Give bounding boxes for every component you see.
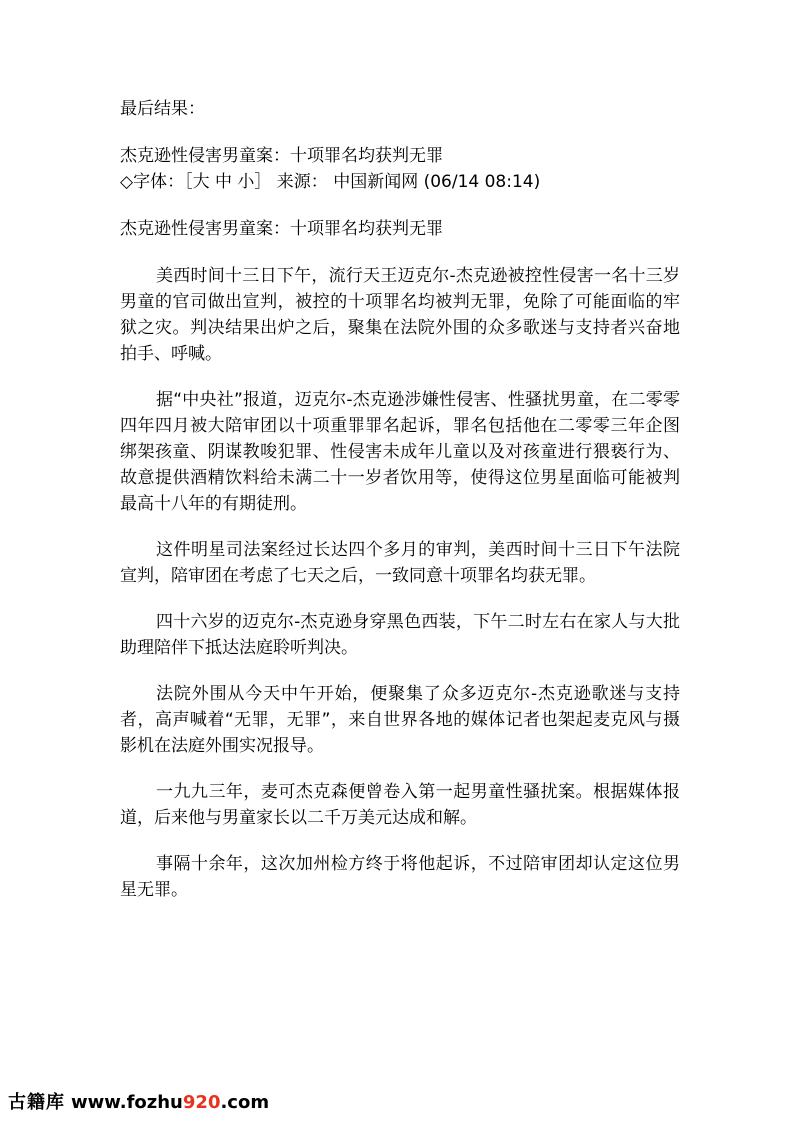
final-result-label: 最后结果： — [120, 99, 205, 119]
article-paragraph: 据“中央社”报道，迈克尔-杰克逊涉嫌性侵害、性骚扰男童，在二零零四年四月被大陪审团以十项重罪罪名起诉，罪名包括他在二零零三年企图绑架孩童、阴谋教唆犯罪、性侵害未成年儿童以及对孩童进行猥亵行为、故意提供酒精饮料给未满二十一岁者饮用等，使得这位男星面临可能被判最高十八年的有期徒刑。 — [120, 390, 680, 514]
document-body — [120, 96, 680, 923]
article-title: 杰克逊性侵害男童案：十项罪名均获判无罪 — [120, 219, 443, 239]
article-paragraph: 这件明星司法案经过长达四个多月的审判，美西时间十三日下午法院宣判，陪审团在考虑了七天之后，一致同意十项罪名均获无罪。 — [120, 540, 680, 586]
spacer — [120, 242, 680, 263]
footer-url-prefix: www.fozhu — [71, 1092, 183, 1113]
footer-url-suffix: .com — [220, 1092, 270, 1113]
footer-url-accent: 920 — [182, 1092, 221, 1113]
spacer — [120, 122, 680, 143]
meta-line: ◇字体：［大 中 小］ 来源： 中国新闻网 (06/14 08:14) — [120, 172, 541, 192]
footer-brand: 古籍库 — [8, 1092, 65, 1113]
article-paragraph: 美西时间十三日下午，流行天王迈克尔-杰克逊被控性侵害一名十三岁男童的官司做出宣判，被控的十项罪名均被判无罪，免除了可能面临的牢狱之灾。判决结果出炉之后，聚集在法院外围的众多歌迷与支持者兴奋地拍手、呼喊。 — [120, 266, 680, 364]
headline: 杰克逊性侵害男童案：十项罪名均获判无罪 — [120, 146, 443, 166]
watermark-footer — [8, 1088, 269, 1114]
article-paragraph: 法院外围从今天中午开始，便聚集了众多迈克尔-杰克逊歌迷与支持者，高声喊着“无罪，无罪”，来自世界各地的媒体记者也架起麦克风与摄影机在法庭外围实况报导。 — [120, 684, 680, 756]
article-paragraph: 一九九三年，麦可杰克森便曾卷入第一起男童性骚扰案。根据媒体报道，后来他与男童家长以二千万美元达成和解。 — [120, 782, 680, 828]
article-paragraph: 事隔十余年，这次加州检方终于将他起诉，不过陪审团却认定这位男星无罪。 — [120, 854, 680, 900]
article-paragraph: 四十六岁的迈克尔-杰克逊身穿黑色西装，下午二时左右在家人与大批助理陪伴下抵达法庭聆听判决。 — [120, 612, 680, 658]
spacer — [120, 195, 680, 216]
